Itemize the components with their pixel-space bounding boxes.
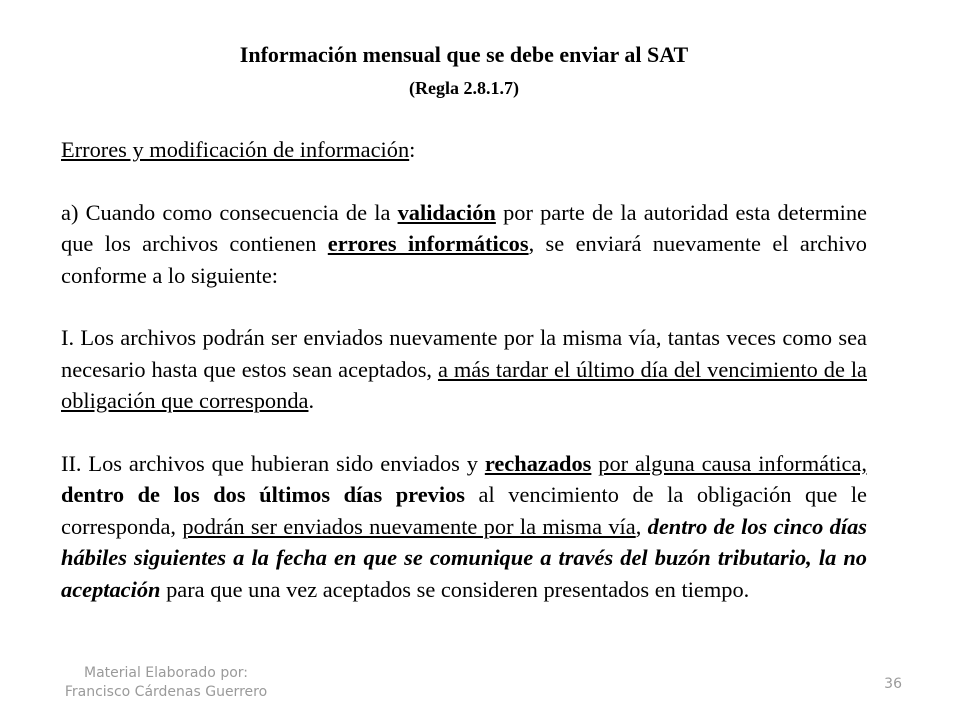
section-heading [61, 134, 867, 165]
paragraph-ii-text-1: II. Los archivos que hubieran sido enviados y [61, 451, 485, 477]
footer-credit [36, 664, 296, 702]
paragraph-i-text-2: . [308, 388, 315, 414]
paragraph-ii-text-4: al vencimiento de la obligación que le corresponda, [61, 482, 867, 539]
paragraph-i-deadline: a más tardar el último día del vencimiento de la obligación que corresponda [61, 356, 867, 414]
paragraph-ii-cinco-dias: dentro de los cinco días hábiles siguientes a la fecha en que se comunique a través del buzón tributario, la no aceptación [61, 513, 867, 602]
paragraph-ii-text-6: para que una vez aceptados se consideren presentados en tiempo. [160, 576, 750, 602]
term-validacion: validación [397, 199, 496, 225]
paragraph-a-text-2: por parte de la autoridad esta determine que los archivos contienen [61, 199, 867, 257]
term-errores-informaticos: errores informáticos [327, 231, 529, 257]
paragraph-a [61, 197, 867, 291]
slide-subtitle: (Regla 2.8.1.7) [409, 78, 519, 98]
paragraph-ii-causa: por alguna causa informática, [598, 451, 867, 477]
section-heading-colon: : [409, 137, 416, 162]
section-heading-text: Errores y modificación de información [61, 137, 410, 162]
slide-title: Información mensual que se debe enviar al SAT [239, 42, 689, 67]
paragraph-ii-text-5: , [635, 513, 648, 539]
paragraph-a-text-3: , se enviará nuevamente el archivo conforme a lo siguiente: [61, 231, 867, 288]
paragraph-a-text-1: a) Cuando como consecuencia de la [61, 199, 398, 225]
page-number: 36 [884, 676, 902, 692]
paragraph-ii-misma-via: podrán ser enviados nuevamente por la misma vía [182, 513, 636, 539]
paragraph-ii [61, 448, 867, 605]
paragraph-ii-dos-dias: dentro de los dos últimos días previos [61, 482, 465, 508]
term-rechazados: rechazados [484, 451, 592, 477]
slide-body [61, 134, 867, 605]
paragraph-i [61, 322, 867, 416]
paragraph-i-text-1: I. Los archivos podrán ser enviados nuevamente por la misma vía, tantas veces como sea necesario hasta que estos sean aceptados, [61, 325, 867, 382]
footer-line-1: Material Elaborado por: [83, 665, 248, 681]
footer-line-2: Francisco Cárdenas Guerrero [64, 684, 268, 700]
